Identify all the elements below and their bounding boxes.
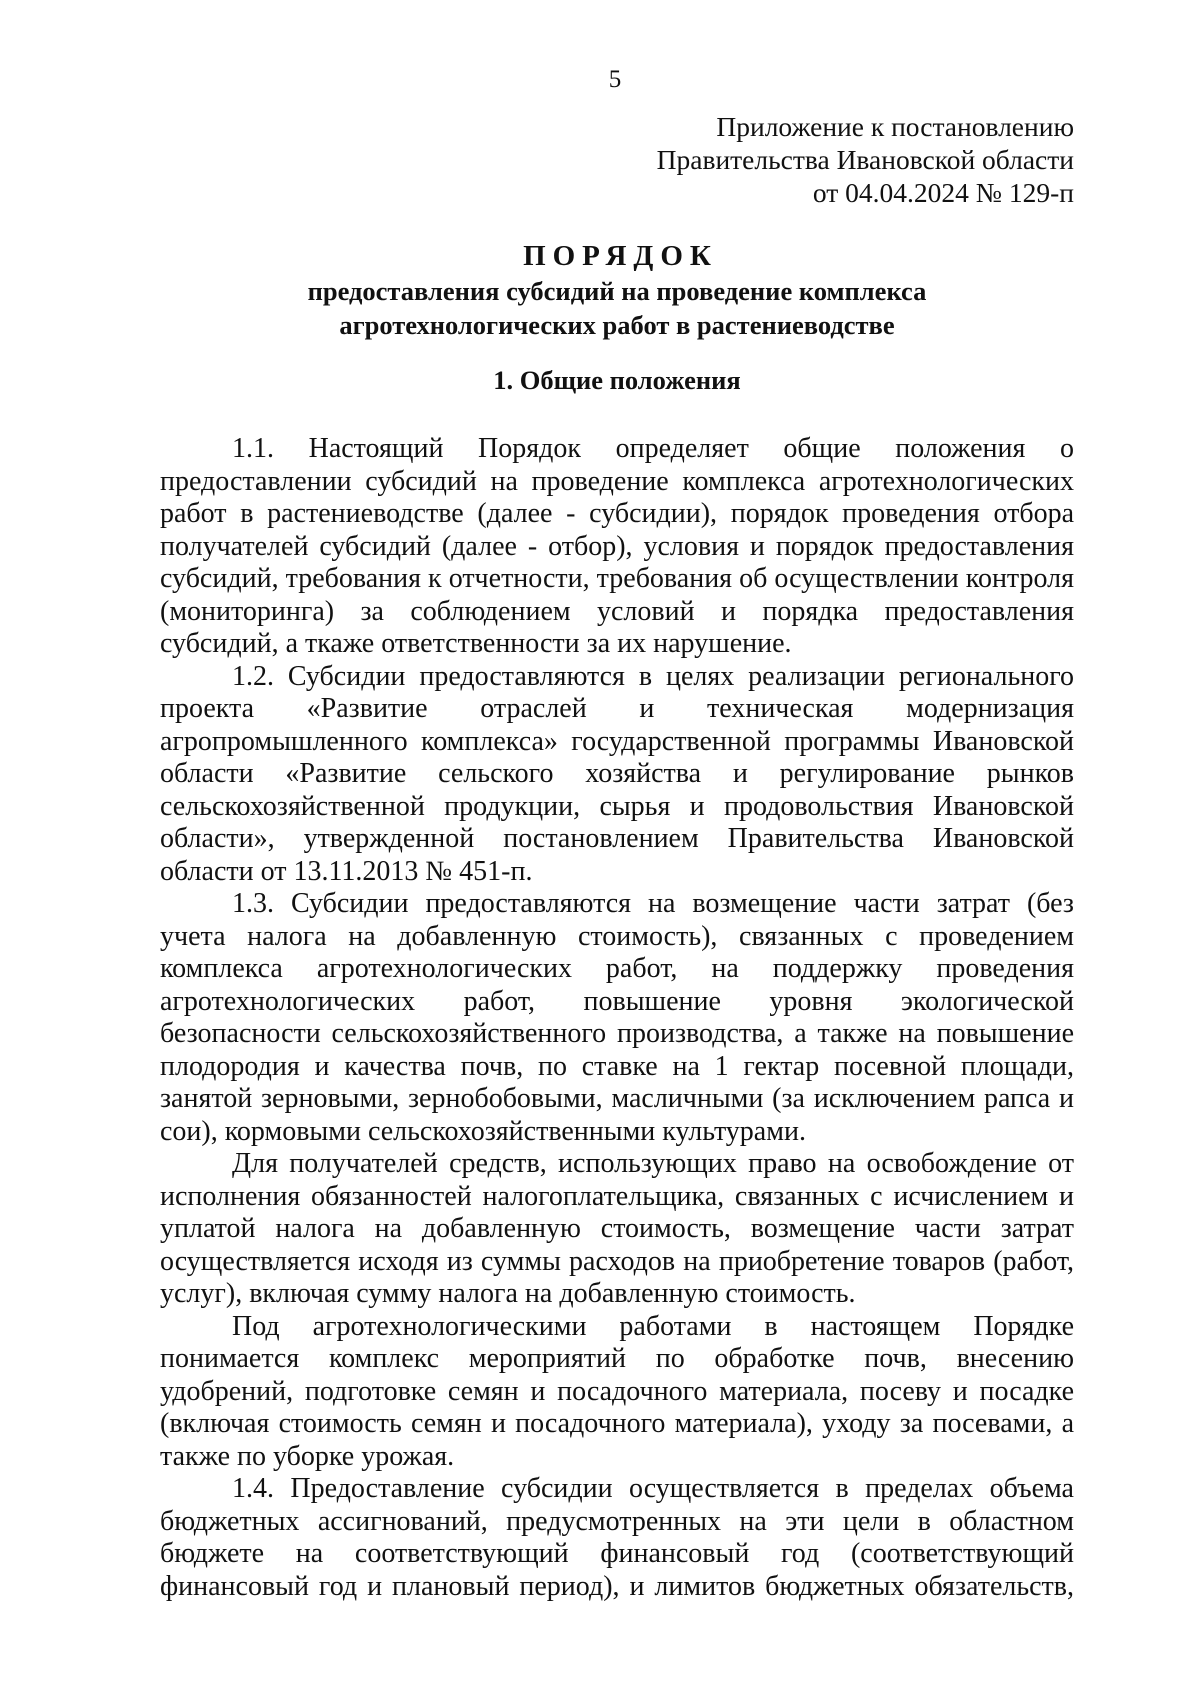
appendix-line: от 04.04.2024 № 129-п (812, 177, 1074, 208)
paragraph: 1.3. Субсидии предоставляются на возмещение части затрат (без учета налога на добавленную стоимость), связанных с проведением комплекса агротехнологических работ, на поддержку проведения агротехнологических работ, повышение уровня экологической безопасности сельскохозяйственного производства, а также на повышение плодородия и качества почв, по ставке на 1 гектар посевной площади, занятой зерновыми, зернобобовыми, масличными (за исключением рапса и сои), кормовыми сельскохозяйственными культурами. (160, 888, 1074, 1147)
paragraph: 1.2. Субсидии предоставляются в целях реализации регионального проекта «Развитие отраслей и техническая модернизация агропромышленного комплекса» государственной программы Ивановской области «Развитие сельского хозяйства и регулирование рынков сельскохозяйственной продукции, сырья и продовольствия Ивановской области», утвержденной постановлением Правительства Ивановской области от 13.11.2013 № 451-п. (160, 660, 1074, 887)
document-subtitle-line: агротехнологических работ в растениеводстве (339, 310, 895, 340)
paragraph: 1.1. Настоящий Порядок определяет общие положения о предоставлении субсидий на проведение комплекса агротехнологических работ в растениеводстве (далее - субсидии), порядок проведения отбора получателей субсидий (далее - отбор), условия и порядок предоставления субсидий, требования к отчетности, требования об осуществлении контроля (мониторинга) за соблюдением условий и порядка предоставления субсидий, а ткаже ответственности за их нарушение. (160, 433, 1074, 659)
document-body (160, 433, 1074, 1603)
paragraph: Под агротехнологическими работами в настоящем Порядке понимается комплекс мероприятий по обработке почв, внесению удобрений, подготовке семян и посадочного материала, посеву и посадке (включая стоимость семян и посадочного материала), уходу за посевами, а также по уборке урожая. (160, 1310, 1074, 1472)
paragraph: 1.4. Предоставление субсидии осуществляется в пределах объема бюджетных ассигнований, предусмотренных на эти цели в областном бюджете на соответствующий финансовый год (соответствующий финансовый год и плановый период), и лимитов бюджетных обязательств, (160, 1473, 1074, 1602)
document-title-block (160, 239, 1074, 341)
appendix-header (657, 110, 1074, 209)
page-number: 5 (608, 66, 622, 93)
appendix-line: Правительства Ивановской области (656, 144, 1074, 175)
document-title: ПОРЯДОК (523, 240, 718, 272)
appendix-line: Приложение к постановлению (716, 111, 1074, 142)
section-heading: 1. Общие положения (493, 365, 741, 395)
document-subtitle-line: предоставления субсидий на проведение комплекса (307, 276, 927, 306)
paragraph: Для получателей средств, использующих право на освобождение от исполнения обязанностей налогоплательщика, связанных с исчислением и уплатой налога на добавленную стоимость, возмещение части затрат осуществляется исходя из суммы расходов на приобретение товаров (работ, услуг), включая сумму налога на добавленную стоимость. (160, 1148, 1074, 1309)
